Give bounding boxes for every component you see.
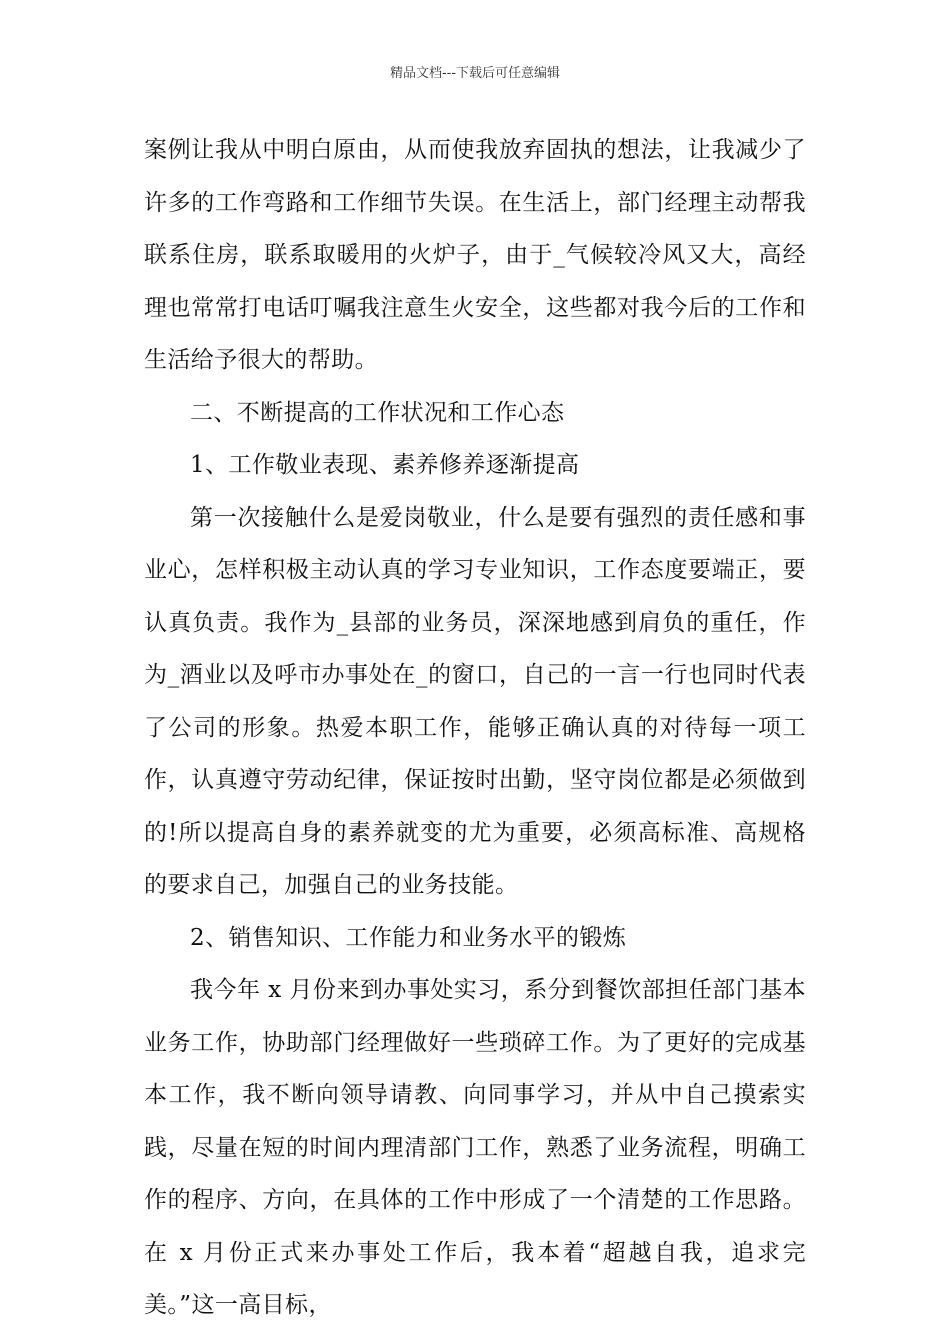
paragraph-sales-training: 我今年 x 月份来到办事处实习，系分到餐饮部担任部门基本业务工作，协助部门经理做好一些琐碎工作。为了更好的完成基本工作，我不断向领导请教、向同事学习，并从中自己摸索实践，尽量在短的时间内理清部门工作，熟悉了业务流程，明确工作的程序、方向，在具体的工作中形成了一个清楚的工作思路。在 x 月份正式来办事处工作后，我本着“超越自我，追求完美。”这一高目标， [144,977,806,1318]
paragraph-work-attitude: 第一次接触什么是爱岗敬业，什么是要有强烈的责任感和事业心，怎样积极主动认真的学习专业知识，工作态度要端正，要认真负责。我作为_县部的业务员，深深地感到肩负的重任，作为_酒业以及呼市办事处在_的窗口，自己的一言一行也同时代表了公司的形象。热爱本职工作，能够正确认真的对待每一项工作，认真遵守劳动纪律，保证按时出勤，坚守岗位都是必须做到的!所以提高自身的素养就变的尤为重要，必须高标准、高规格的要求自己，加强自己的业务技能。 [144,504,806,898]
subsection-heading-1: 1、工作敬业表现、素养修养逐渐提高 [190,452,580,478]
subsection-heading-2: 2、销售知识、工作能力和业务水平的锻炼 [190,924,627,951]
document-body [144,124,806,1332]
paragraph-continuation: 案例让我从中明白原由，从而使我放弃固执的想法，让我减少了许多的工作弯路和工作细节失误。在生活上，部门经理主动帮我联系住房，联系取暖用的火炉子，由于_气候较冷风又大，高经理也常常打电话叮嘱我注意生火安全，这些都对我今后的工作和生活给予很大的帮助。 [144,137,806,373]
page-header: 精品文档---下载后可任意编辑 [389,66,561,81]
section-heading: 二、不断提高的工作状况和工作心态 [190,399,565,426]
